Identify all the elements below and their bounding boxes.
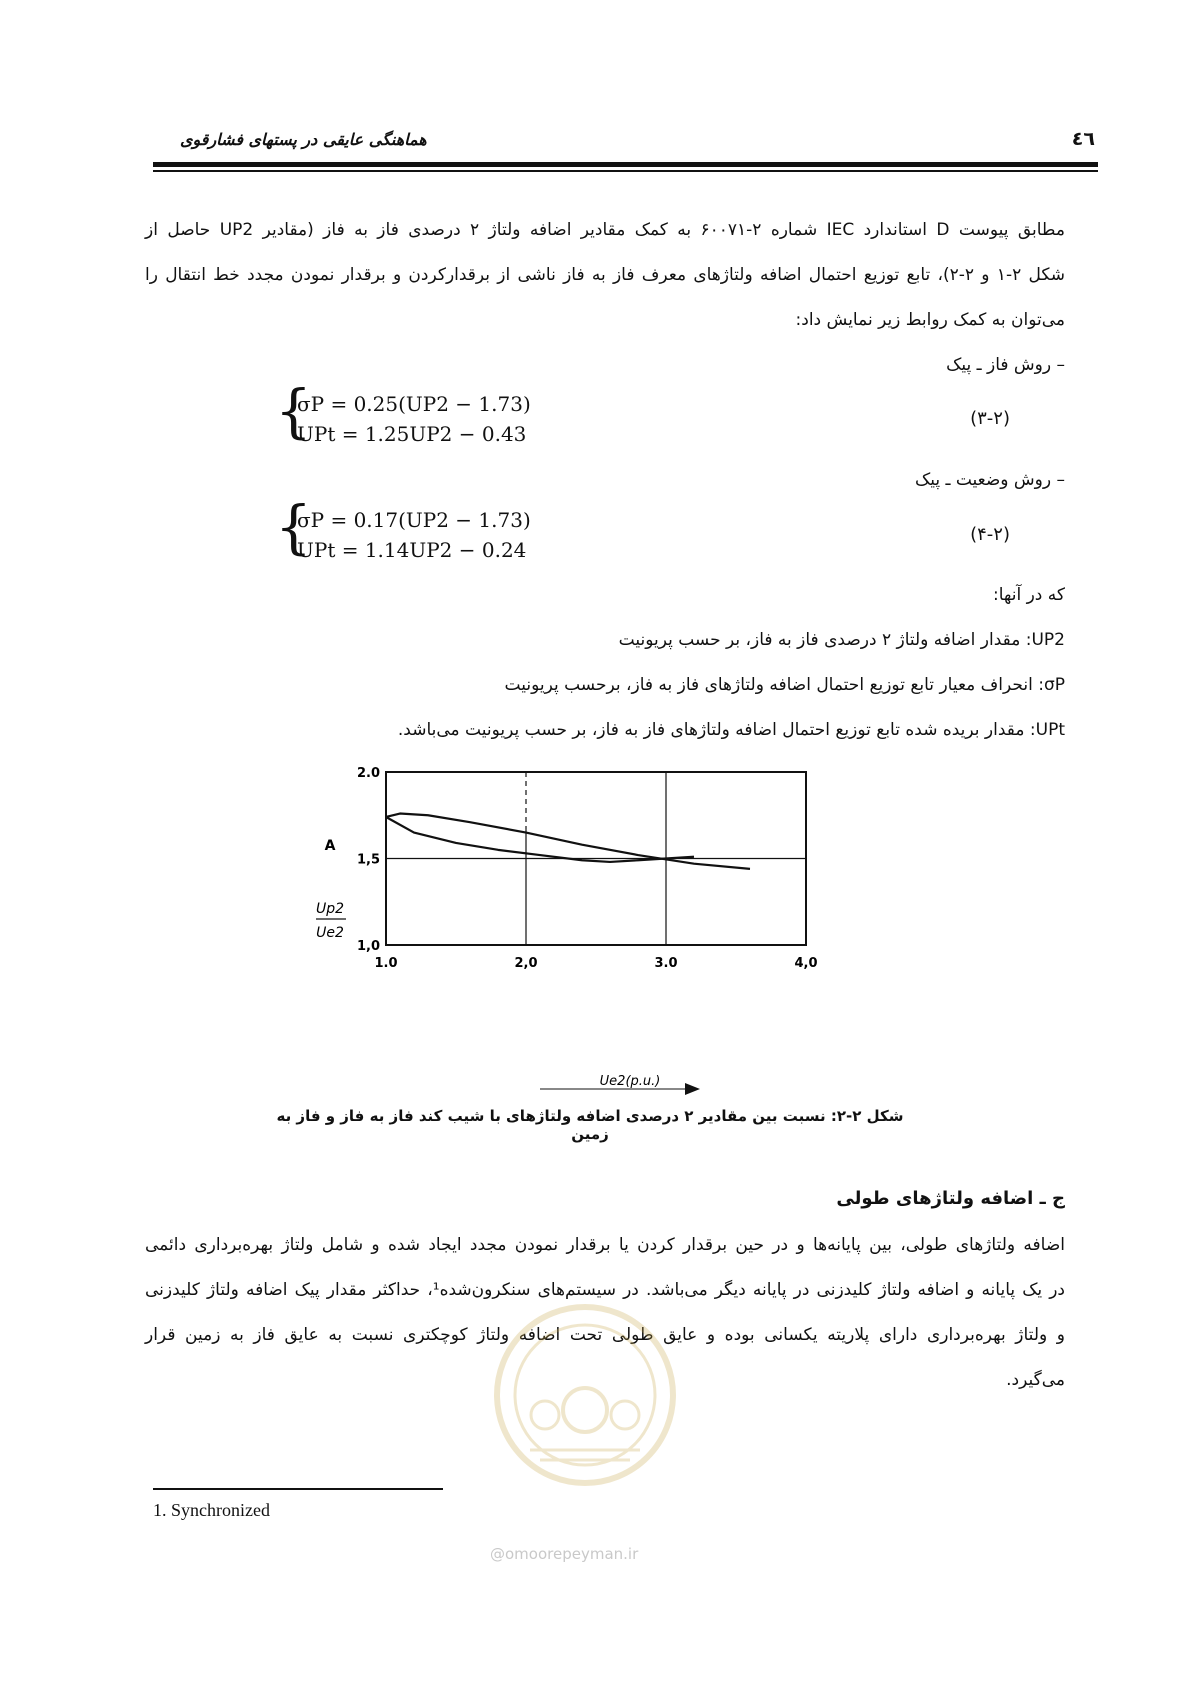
footnote: 1. Synchronized [153, 1500, 270, 1520]
chart-y-label-numerator: Up2 [315, 901, 345, 917]
chart-y-tick-label: 2.0 [356, 766, 380, 781]
definition-sigma: σP: انحراف معیار تابع توزیع احتمال اضافه ولتاژهای فاز به فاز، برحسب پریونیت [504, 675, 1065, 695]
equation-3-2-line2: UPt = 1.25UP2 − 0.43 [297, 422, 527, 446]
chart-x-axis-arrow-icon [685, 1083, 700, 1095]
running-header-title: هماهنگی عایقی در پستهای فشارقوی [180, 130, 427, 149]
equation-3-2-line1: σP = 0.25(UP2 − 1.73) [297, 392, 531, 416]
chart-series-line-0 [386, 814, 750, 869]
chart-x-axis-label: Ue2(p.u.) [599, 1074, 661, 1089]
page-number: ٤٦ [1071, 128, 1095, 150]
chart-y-label-denominator: Ue2 [316, 925, 344, 941]
equation-brace: { [275, 377, 312, 445]
chart-y-arrow-label: A [324, 838, 336, 854]
watermark-url: @omoorepeyman.ir [490, 1545, 639, 1563]
chart-y-tick-label: 1,5 [356, 852, 380, 868]
equation-4-2-line2: UPt = 1.14UP2 − 0.24 [297, 538, 527, 562]
chart-x-tick-label: 4,0 [794, 956, 818, 971]
chart-x-tick-label: 1.0 [374, 956, 398, 971]
paragraph1-line1: مطابق پیوست D استاندارد IEC شماره ۲-۶۰۰۷۱ به کمک مقادیر اضافه ولتاژ ۲ درصدی فاز به فاز (مقادیر UP2 حاصل از [145, 220, 1065, 240]
header-rule-thin [153, 170, 1098, 172]
method-phase-peak: – روش فاز ـ پیک [946, 355, 1065, 375]
definition-upt: UPt: مقدار بریده شده تابع توزیع احتمال اضافه ولتاژهای فاز به فاز، بر حسب پریونیت می‌باشد. [397, 720, 1065, 740]
equation-brace: { [275, 493, 312, 561]
chart-x-tick-label: 3.0 [654, 956, 678, 971]
paragraph1-line3: می‌توان به کمک روابط زیر نمایش داد: [795, 310, 1065, 330]
chart-y-tick-label: 1,0 [356, 939, 380, 954]
figure-caption: شکل ۲-۲: نسبت بین مقادیر ۲ درصدی اضافه ولتاژهای با شیب کند فاز به فاز و فاز به زمین [276, 1107, 904, 1143]
paragraph1-line2: شکل ۲-۱ و ۲-۲)، تابع توزیع احتمال اضافه ولتاژهای معرف فاز به فاز ناشی از برقدارکردن و برقدار نمودن مجدد خط انتقال را [145, 265, 1065, 285]
section-heading: ج ـ اضافه ولتاژهای طولی [836, 1188, 1065, 1209]
section-line4: می‌گیرد. [1006, 1370, 1065, 1390]
footnote-rule [153, 1488, 443, 1490]
section-line3: و ولتاژ بهره‌برداری دارای پلاریته یکسانی بوده و عایق طولی تحت اضافه ولتاژ کوچکتری نسبت به عایق فاز به زمین قرار [145, 1325, 1065, 1345]
watermark-seal-icon [490, 1300, 680, 1490]
definition-up2: UP2: مقدار اضافه ولتاژ ۲ درصدی فاز به فاز، بر حسب پریونیت [618, 630, 1065, 650]
definitions-intro: که در آنها: [993, 585, 1065, 605]
chart-plot-area [316, 766, 818, 1095]
equation-4-2-line1: σP = 0.17(UP2 − 1.73) [297, 508, 531, 532]
equation-4-2-number: (۴-۲) [970, 524, 1010, 545]
method-state-peak: – روش وضعیت ـ پیک [914, 470, 1065, 490]
header-rule-thick [153, 162, 1098, 167]
chart-x-tick-label: 2,0 [514, 956, 538, 971]
section-line2: در یک پایانه و اضافه ولتاژ کلیدزنی در پایانه دیگر می‌باشد. در سیستم‌های سنکرون‌شده¹، حداکثر مقدار پیک اضافه ولتاژ کلیدزنی [145, 1280, 1066, 1300]
voltage-ratio-chart [300, 765, 900, 1105]
chart-series-line-1 [386, 817, 694, 862]
equation-3-2-number: (۳-۲) [970, 408, 1010, 429]
section-line1: اضافه ولتاژهای طولی، بین پایانه‌ها و در حین برقدار کردن یا برقدار نمودن مجدد ایجاد شده و شامل ولتاژ بهره‌برداری دائمی [145, 1235, 1065, 1255]
